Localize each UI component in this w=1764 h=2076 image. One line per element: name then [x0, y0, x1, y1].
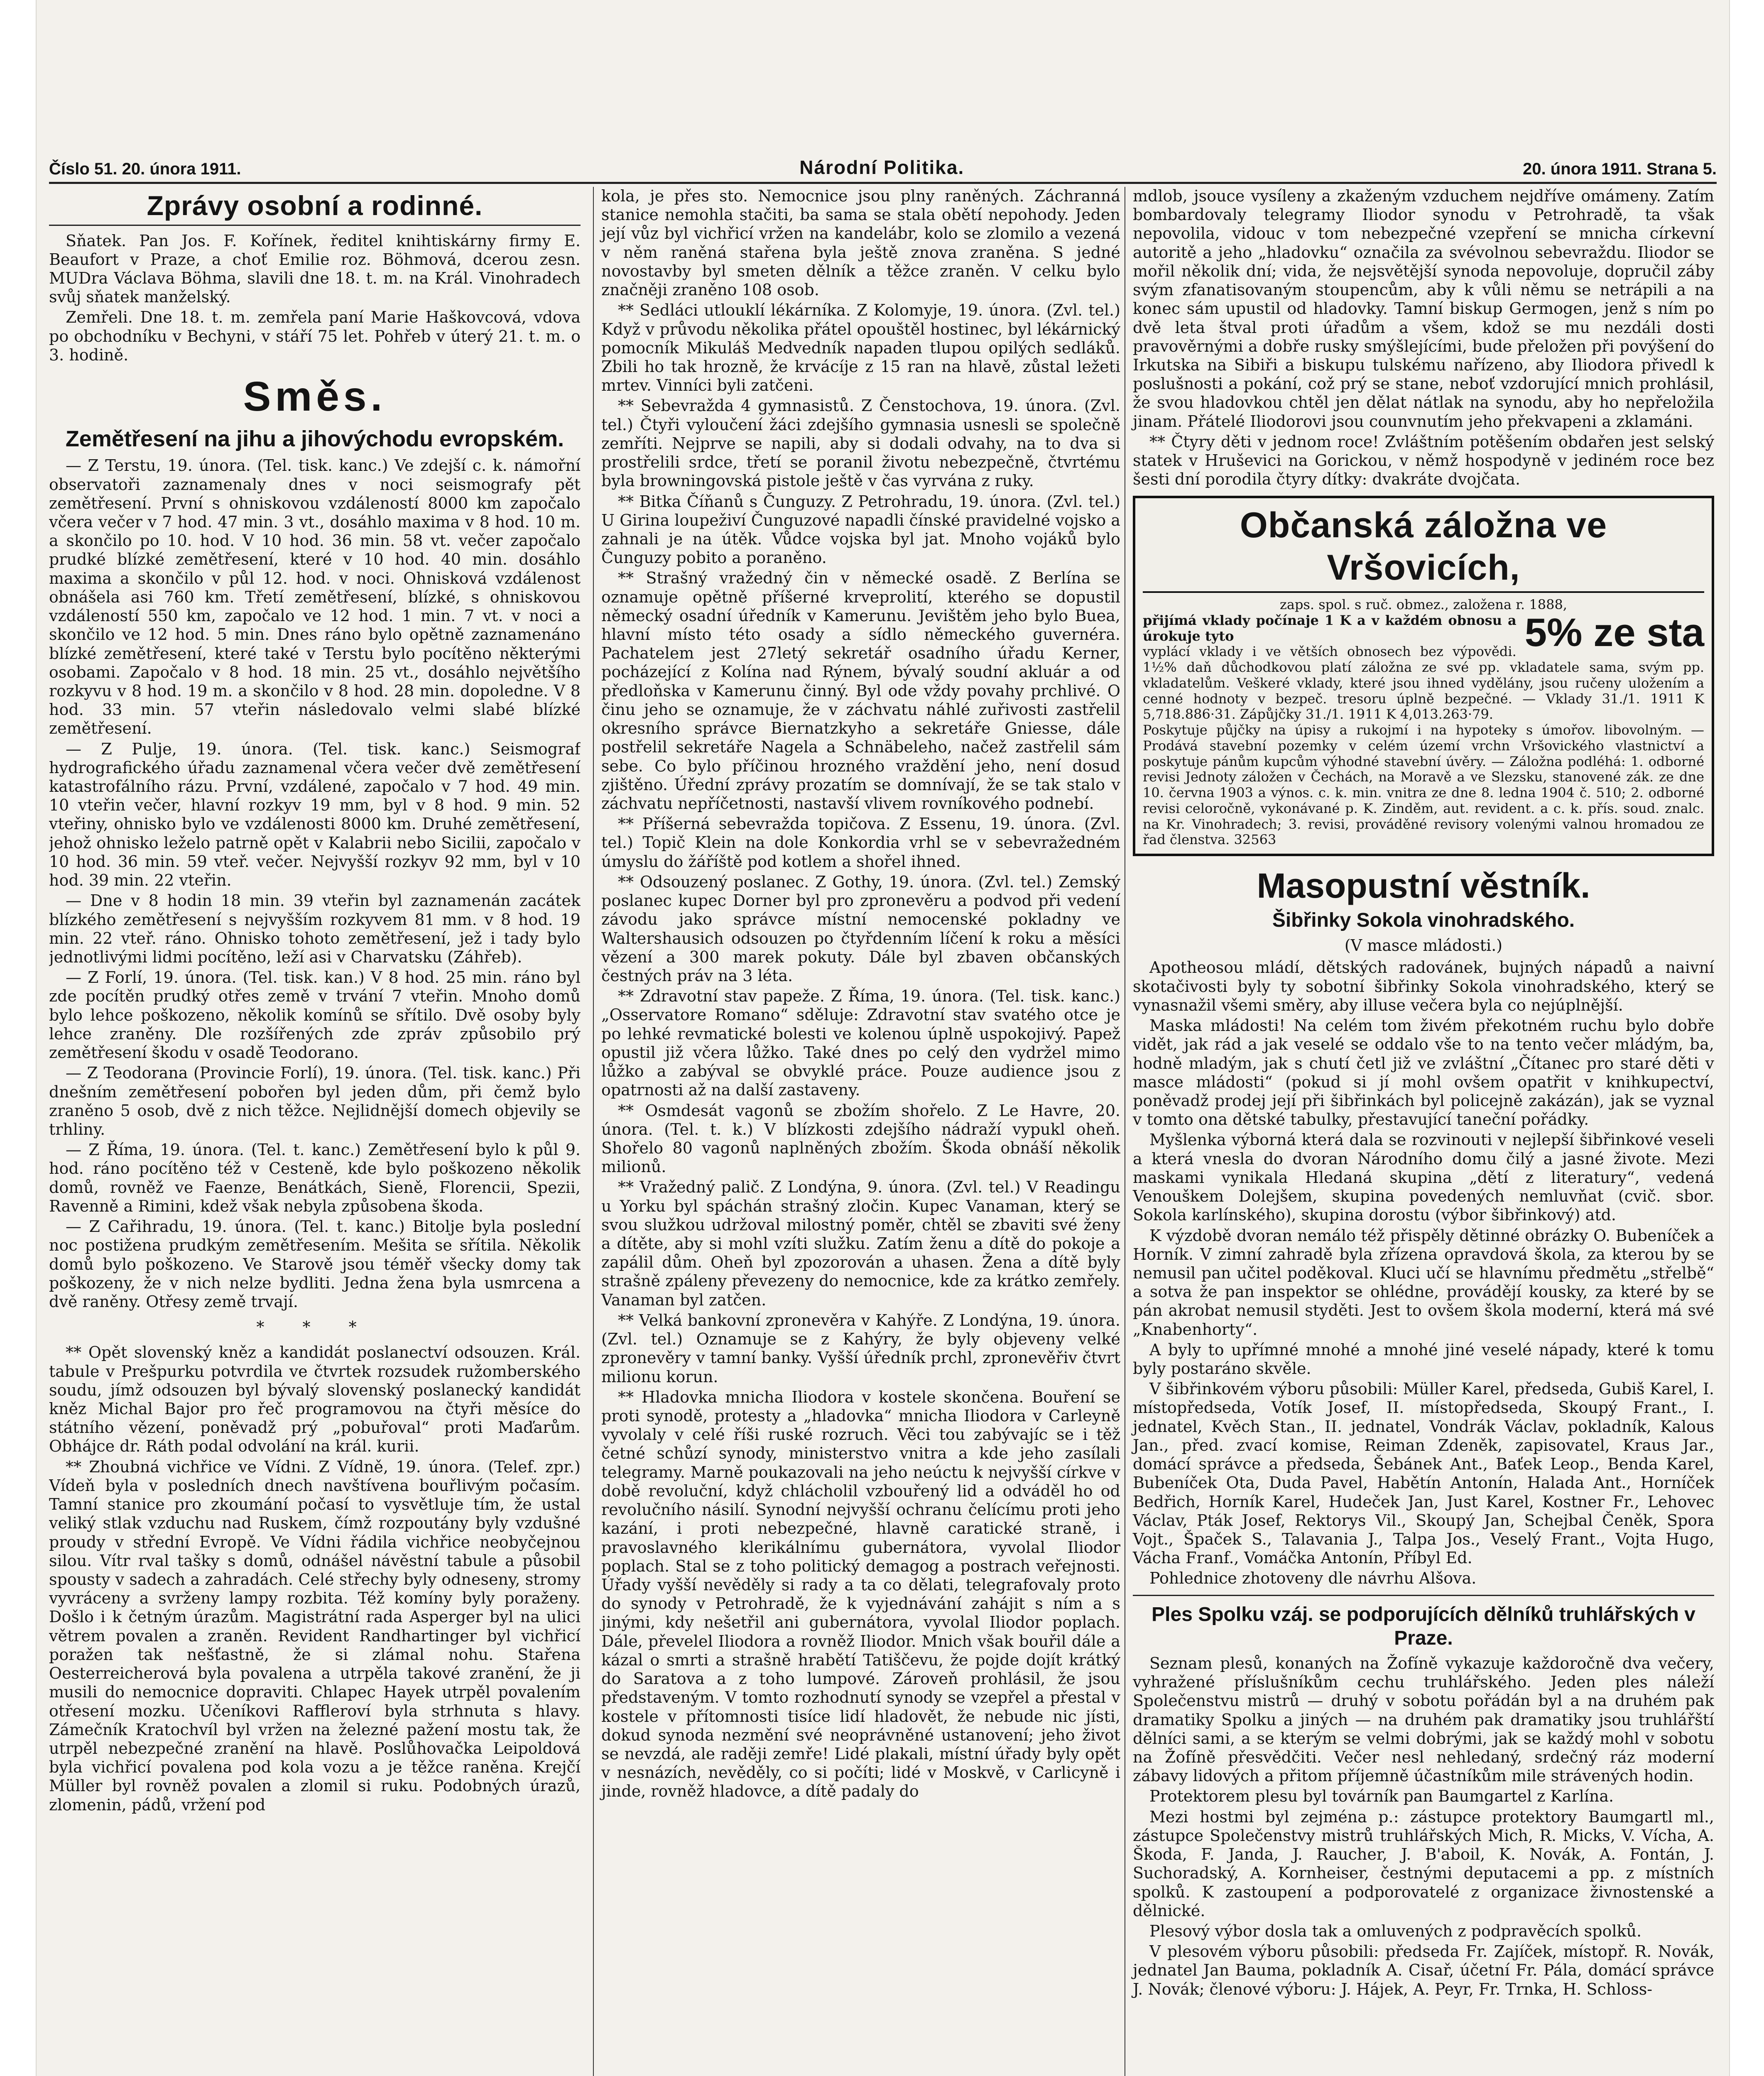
- article-paragraph: ** Osmdesát vagonů se zbožím shořelo. Z Le Havre, 20. února. (Tel. t. k.) V blízkosti zdejšího nádraží vypukl oheň. Shořelo 80 vagonů naplněných zbožím. Škoda obnáší několik milionů.: [601, 1101, 1120, 1176]
- article-paragraph: A byly to upřímné mnohé a mnohé jiné veselé nápady, které k tomu byly postaráno skvěle.: [1133, 1340, 1714, 1378]
- article-subtitle: (V masce mládosti.): [1344, 936, 1503, 955]
- article-title-ball: Ples Spolku vzáj. se podporujících dělníků truhlářských v Praze.: [1152, 1603, 1695, 1649]
- article-paragraph: ** Příšerná sebevražda topičova. Z Essenu, 19. února. (Zvl. tel.) Topič Klein na dole Konkordia vrhl se v sebevražedném úmyslu do žáříště pod kotlem a shořel ihned.: [601, 815, 1120, 871]
- section-divider-stars: * * *: [256, 1318, 373, 1337]
- column-3: [1125, 187, 1714, 2076]
- article-paragraph: kola, je přes sto. Nemocnice jsou plny raněných. Záchranná stanice nemohla stačiti, ba sama se stala obětí nepohody. Jeden její vůz byl vichřicí vržen na kandelábr, kolo se zlomilo a vezená v něm raněná stařena byla ještě znova zraněna. S jedné novostavby byl smeten dělník a těžce zraněn. V celku bylo značněji zraněno 108 osob.: [601, 187, 1120, 299]
- article-paragraph: ** Vražedný palič. Z Londýna, 9. února. (Zvl. tel.) V Readingu u Yorku byl spáchán strašný zločin. Kupec Vanaman, který se svou služkou udržoval milostný poměr, chtěl se zbaviti své ženy a dítěte, aby si mohl vzíti služku. Zatím ženu a dítě do pokoje a zapálil dům. Oheň byl zpozorován a uhasen. Žena a dítě byly strašně zpáleny převezeny do nemocnice, kde za krátko zemřely. Vanaman byl zatčen.: [601, 1178, 1120, 1309]
- masthead-title: Národní Politika.: [799, 157, 965, 178]
- article-paragraph: ** Sedláci utlouklí lékárníka. Z Kolomyje, 19. února. (Zvl. tel.) Když v průvodu několika přátel opouštěl hostinec, byl lékárnický pomocník Mikuláš Medvedník napaden tlupou opilých sedláků. Zbili ho tak hrozně, že krvácíje z 15 ran na hlavě, zůstal ležeti mrtev. Vinníci byli zatčeni.: [601, 301, 1120, 395]
- article-paragraph: ** Čtyry děti v jednom roce! Zvláštním potěšením obdařen jest selský statek v Hruševici na Gorickou, v němž hospodyně v jediném roce bez šesti dní porodila čtyry dítky: dvakráte dvojčata.: [1133, 432, 1714, 489]
- ad-line: Poskytuje půjčky na úpisy a rukojmí i na hypoteky s úmořov. libovolným. — Prodává stavební pozemky v celém území vrchn Vršovického vlastnictví a poskytuje pánům kupcům výhodné stavební úvěry. — Záložna podléhá: 1. odborné revisi Jednoty záložen v Čechách, na Moravě a ve Slezsku, stanovené zák. ze dne 10. června 1903 a výnos. c. k. min. vnitra ze dne 8. ledna 1904 č. 510; 2. odborné revisi celoročně, vykonávané p. K. Zinděm, aut. revident. a c. k. přís. soud. znalc. na Kr. Vinohradech; 3. revisi, prováděné revisory volenými valnou hromadou ze řad členstva. 32563: [1143, 722, 1704, 848]
- article-paragraph: Pohlednice zhotoveny dle návrhu Alšova.: [1149, 1569, 1477, 1588]
- page-header: [49, 149, 1717, 184]
- article-paragraph: V plesovém výboru působili: předseda Fr. Zajíček, místopř. R. Novák, jednatel Jan Bauma, pokladník A. Cisař, účetní Fr. Pála, domácí správce J. Novák; členové výboru: J. Hájek, A. Peyr, Fr. Trnka, H. Schloss-: [1133, 1942, 1714, 1998]
- article-paragraph: ** Bitka Číňanů s Čunguzy. Z Petrohradu, 19. února. (Zvl. tel.) U Girina loupeživí Čunguzové napadli čínské pravidelné vojsko a zahnali je na útěk. Vůdce vojska byl jat. Mnoho vojáků bylo Čunguzy pobito a poraněno.: [601, 492, 1120, 567]
- article-paragraph: — Z Říma, 19. února. (Tel. t. kanc.) Zemětřesení bylo k půl 9. hod. ráno pocítěno též v Cesteně, kde bylo poškozeno několik domů, rovněž ve Faenze, Benátkách, Sieně, Florencii, Spezii, Ravenně a Rimini, kdež však nebyla způsobena škoda.: [49, 1141, 581, 1215]
- article-paragraph: ** Hladovka mnicha Iliodora v kostele skončena. Bouření se proti synodě, protesty a „hladovka“ mnicha Iliodora v Carleyně vyvolaly v celé říši ruské rozruch. Věci tou zabývajíc se i těž četné schůzí synody, ministerstvo vnitra a kde jeho zasílali telegramy. Marně poukazovali na jeho neúctu k nejvyšší církve v době revoluční, když chlácholil vzbouřený lid a odváděl ho od revolučního násilí. Synodní nejvyšší ochranu čelícímu proti jeho kazání, i proti nebezpečné, hlavně caratické straně, i pravoslavného klerikálnímu gubernátora, vyvolal Iliodor poplach. Stal se z toho politický demagog a postrach veřejnosti. Úřady vyšší nevěděly si rady a ta co dělati, telegrafovaly proto do synody v Petrohradě, že k vyjednávání zahájit s ním a s jinými, kdy nešetřil ani gubernátora, vyvolal Iliodor poplach. Dále, převelel Iliodora a rovněž Iliodor. Mnich však bouřil dále a kázal o smrti a strašně hrabětí Tatiščevu, že pojde dojít krátký do Saratova a z toho lumpové. Zároveň prohlásil, že jsou představeným. V tomto rozhodnutí synody se vzepřel a přestal v kostele v přítomnosti tisíce lidí hladovět, že nebude nic jísti, dokud synoda nezmění své neoprávněné ustanovení; jeho život se nevzdá, ale raději zemře! Lidé plakali, místní úřady byly opět v nesnázích, nevěděly, co si počíti; lidé v Moskvě, v Carlicyně i jinde, rovněž hladovce, a dítě padaly do: [601, 1388, 1120, 1801]
- article-title-earthquake: Zemětřesení na jihu a jihovýchodu evropském.: [65, 426, 564, 452]
- article-paragraph: ** Strašný vražedný čin v německé osadě. Z Berlína se oznamuje opětně příšerné krveprolití, kterého se dopustil německý osadní úředník v Kamerunu. Jevištěm jeho bylo Buea, hlavní místo této osady a sídlo německého guvernéra. Pachatelem jest 27letý sekretář osadního úřadu Kerner, pocházející z Kolína nad Rýnem, bývalý soudní akluár a od předloňska v Kamerunu činný. Byl ode vždy povahy prchlivé. O činu jeho se oznamuje, že v záchvatu náhlé zuřivosti zastřelil okresního správce Biernatzkyho a sekretáře Gniesse, dále postřelil sekretáře Nagela a Schnäbeleho, načež zastřelil sám sebe. Co bylo příčinou hrozného vraždění jeho, není dosud zjištěno. Úřední zprávy prozatím se domnívají, že se tak stalo v záchvatu nepříčetnosti, nastavší vlivem rovníkového podnebí.: [601, 569, 1120, 813]
- ad-line: vyplácí vklady i ve větších obnosech bez výpovědi. 1½% daň důchodkovou platí záložna ze své pp. vkladatele sama, svým pp. vkladatelům. Veškeré vklady, které jsou ihned vydělány, jsou ručeny uložením a cenné hodnoty v bezpeč. tresoru úplně bezpečné. — Vklady 31./1. 1911 K 5,718.886·31. Zápůjčky 31./1. 1911 K 4,013.263·79.: [1143, 644, 1704, 722]
- column-2: [593, 187, 1120, 2076]
- article-paragraph: Myšlenka výborná která dala se rozvinouti v nejlepší šibřinkové veseli a která vnesla do dvoran Národního domu čilý a jasné živote. Mezi maskami vynikala Hledaná skupina „dětí z literatury“, vedená Venouškem Dolejšem, skupina povedených nemluvňat (cvič. sbor. Sokola karlínského), skupina dorostu (výbor šibřinkový) atd.: [1133, 1131, 1714, 1224]
- article-paragraph: Maska mládosti! Na celém tom živém překotném ruchu bylo dobře vidět, jak rád a jak veselé se oddalo vše to na tento večer mládým, ba, hodně mladým, jak s chutí četl již ve zvláštní „Čítanec pro staré děti v masce mládosti“ (pokud si jí mohl ovšem opatřit v knihkupectví, poněvadž prodej její při šibřinkách byl policejně zakázán), jak se vyznal v tomto ona dětské tabulky, přestavující taneční pořádky.: [1133, 1016, 1714, 1129]
- ad-interest-rate: 5% ze sta: [1524, 610, 1704, 655]
- article-paragraph: ** Opět slovenský kněz a kandidát poslanectví odsouzen. Král. tabule v Prešpurku potvrdila ve čtvrtek rozsudek ružomberského soudu, jímž odsouzen byl bývalý slovenský poslanecký kandidát kněz Michal Bajor pro řeč programovou na čtyři měsíce do státního vězení, poněvadž prý „pobuřoval“ proti Maďarům. Obhájce dr. Ráth podal odvolání na král. kurii.: [49, 1343, 581, 1456]
- article-paragraph: ** Odsouzený poslanec. Z Gothy, 19. února. (Zvl. tel.) Zemský poslanec kupec Dorner byl pro zpronevěru a podvod při vedení závodu jako správce místní nemocenské pokladny ve Waltershausich odsouzen po čtyřdenním líčení k roku a měsíci vězení a 300 marek pokuty. Dále byl zbaven občanských čestných práv na 3 léta.: [601, 872, 1120, 985]
- article-paragraph: ** Zdravotní stav papeže. Z Říma, 19. února. (Tel. tisk. kanc.) „Osservatore Romano“ sděluje: Zdravotní stav svatého otce je po lehké revmatické bolesti ve kolenou úplně uspokojivý. Papež opustil již včera lůžko. Také dnes po celý den vydržel mimo lůžko a zabýval se obvyklé práce. Pouze audience jsou z opatrnosti až na další zastaveny.: [601, 987, 1120, 1099]
- article-paragraph: Seznam plesů, konaných na Žofíně vykazuje každoročně dva večery, vyhražené příslušníkům cechu truhlářského. Jeden ples náleží Společenstvu mistrů — druhý v sobotu pořádán byl a na druhém pak dramatiky Spolku a jiných — na druhém pak dramatiky jsou truhlářští dělníci sami, a se kterým se velmi dobrými, jak se každý mohl v sobotu na Žofíně přesvědčiti. Večer nesl nehledaný, srdečný ráz moderní zábavy lidových a přitom příjemně účastníkům mile strávených hodin.: [1133, 1654, 1714, 1785]
- ad-line: zaps. spol. s ruč. obmez., založena r. 1888,: [1280, 597, 1567, 613]
- section-title-smes: Směs.: [243, 373, 387, 420]
- article-paragraph: ** Velká bankovní zpronevěra v Kahýře. Z Londýna, 19. února. (Zvl. tel.) Oznamuje se z Kahýry, že byly objeveny velké zpronevěry v tamní banky. Vyšší úředník prchl, zpronevěřiv čtvrt milionu korun.: [601, 1311, 1120, 1386]
- article-paragraph: Sňatek. Pan Jos. F. Kořínek, ředitel knihtiskárny firmy E. Beaufort v Praze, a choť Emilie roz. Böhmová, dcerou zesn. MUDra Václava Böhma, slavili dne 18. t. m. na Král. Vinohradech svůj sňatek manželský.: [49, 231, 581, 306]
- article-paragraph: K výzdobě dvoran nemálo též přispěly dětinné obrázky O. Bubeníček a Horník. V zimní zahradě byla zřízena opravdová škola, za kterou by se nemusil pan učitel poděkoval. Kluci učí se hlavnímu předmětu „střelbě“ a sotva že pan inspektor se ohlédne, provádějí kousky, za které by se pán akrobat nemusil styděti. Jest to ovšem škola moderní, která má své „Knabenhorty“.: [1133, 1226, 1714, 1339]
- bank-advertisement: [1133, 496, 1714, 857]
- section-title-carnival: Masopustní věstník.: [1257, 866, 1590, 906]
- article-paragraph: ** Sebevražda 4 gymnasistů. Z Čenstochova, 19. února. (Zvl. tel.) Čtyři vyloučení žáci zdejšího gymnasia usnesli se společně zemříti. Nejprve se napili, aby si dodali odvahy, na to dva si prostřelili srdce, třetí se poranil životu nebezpečně, čtvrtému byla browningovská pistole ještě v čas vyrvána z ruky.: [601, 397, 1120, 490]
- article-paragraph: — Z Teodorana (Provincie Forlí), 19. února. (Tel. tisk. kanc.) Při dnešním zemětřesení pobořen byl jeden dům, při čemž bylo zraněno 5 osob, dvě z nich těžce. Nejlidnější domech objevily se trhliny.: [49, 1064, 581, 1138]
- article-paragraph: — Z Forlí, 19. února. (Tel. tisk. kan.) V 8 hod. 25 min. ráno byl zde pocítěn prudký otřes země v trvání 7 vteřin. Mnoho domů bylo lehce poškozeno, několik komínů se sřítilo. Dvě osoby byly lehce zraněny. Dle rozšířených zde zpráv způsobilo prý zemětřesení škodu v osadě Teodorano.: [49, 968, 581, 1062]
- article-paragraph: Mezi hostmi byl zejména p.: zástupce protektory Baumgartl ml., zástupce Společenstvy mistrů truhlářských Mich, R. Micks, V. Vícha, A. Škoda, F. Janda, J. Raucher, J. B'aboil, K. Novák, A. Fontán, J. Suchoradský, A. Kornheiser, čestnými deputacemi a pp. z místních spolků. K zastoupení a podporovatelé z organizace živnostenské a dělnické.: [1133, 1807, 1714, 1920]
- article-paragraph: — Z Cařihradu, 19. února. (Tel. t. kanc.) Bitolje byla poslední noc postižena prudkým zemětřesením. Mešita se sřítila. Několik domů bylo poškozeno. Ve Starově jsou téměř všecky domy tak poškozeny, že v nich nelze bydliti. Jedna žena byla usmrcena a dvě raněny. Otřesy země trvají.: [49, 1217, 581, 1311]
- article-paragraph: ** Zhoubná vichřice ve Vídni. Z Vídně, 19. února. (Telef. zpr.) Vídeň byla v posledních dnech navštívena bouřlivým počasím. Tamní stanice pro zkoumání počasí to vysvětluje tím, že ustal veliký stlak vzduchu nad Ruskem, čímž rozpoutány byly vzdušné proudy v střední Evropě. Ve Vídni řádila vichřice neobyčejnou silou. Vítr rval tašky s domů, odnášel návěstní tabule a působil spousty v sadech a zahradách. Celé střechy byly odneseny, stromy vyvráceny a svrženy lampy rozbita. Též komíny byly poraženy. Došlo i k četným úrazům. Magistrátní rada Asperger byl na ulici větrem povalen a zraněn. Revident Randhartinger byl vichřicí poražen tak nešťastně, že si zlámal nohu. Stařena Oesterreicherová byla povalena a utrpěla takové zranění, že ji musili do nemocnice dopraviti. Chlapec Hayek utrpěl povalením otřesení mozku. Učeníkovi Raffleroví byla strhnuta s hlavy. Zámečník Kratochvíl byl vržen na železné pažení mostu tak, že utrpěl nebezpečné zranění na hlavě. Poslůhovačka Leipoldová byla vichřicí povalena pod kola vozu a je těžce raněna. Krejčí Müller byl rovněž povalen a zlomil si ruku. Podobných úrazů, zlomenin, pádů, vržení pod: [49, 1457, 581, 1814]
- article-title-sibrinky: Šibřinky Sokola vinohradského.: [1272, 909, 1575, 932]
- article-paragraph: V šibřinkovém výboru působili: Müller Karel, předseda, Gubiš Karel, I. místopředseda, Votík Josef, II. místopředseda, Skoupý Frant., I. jednatel, Kvěch Stan., II. jednatel, Vondrák Václav, pokladník, Kalous Jan., před. zvací komise, Reiman Zdeněk, zapisovatel, Kraus Jar., domácí správce a předseda, Šebánek Ant., Baťek Leop., Benda Karel, Bubeníček Ota, Duda Pavel, Habětín Antonín, Halada Ant., Horníček Bedřich, Horník Karel, Hudeček Jan, Just Karel, Kostner Fr., Lehovec Václav, Pták Josef, Rektorys Vil., Skoupý Jan, Schejbal Čeněk, Spora Vojt., Špaček S., Talavania J., Talpa Jos., Veselý Frant., Vojta Hugo, Vácha Franf., Vomáčka Antonín, Příbyl Ed.: [1133, 1380, 1714, 1567]
- article-paragraph: Protektorem plesu byl továrník pan Baumgartel z Karlína.: [1149, 1787, 1614, 1806]
- article-paragraph: Plesový výbor dosla tak a omluvených z podpravěcích spolků.: [1149, 1922, 1642, 1940]
- article-paragraph: — Dne v 8 hodin 18 min. 39 vteřin byl zaznamenán zacátek blízkého zemětřesení s nejvyšším rozkyvem 81 mm. v 8 hod. 19 min. 22 vteř. ráno. Ohnisko tohoto zemětřesení, jež i tady bylo jednotlivými lidmi pocítěno, leží asi v Charvatsku (Záhřeb).: [49, 891, 581, 966]
- article-paragraph: Apotheosou mládí, dětských radovánek, bujných nápadů a naivní skotačivosti byly ty sobotní šibřinky Sokola vinohradského, který se vynasnažil všemi směry, aby illuse večera byla co nejúplnější.: [1133, 958, 1714, 1014]
- ad-line: přijímá vklady počínaje 1 K a v každém obnosu a úrokuje tyto: [1143, 612, 1517, 644]
- section-divider: [1133, 1595, 1714, 1596]
- article-paragraph: Zemřeli. Dne 18. t. m. zemřela paní Marie Haškovcová, vdova po obchodníku v Bechyni, v stáří 75 let. Pohřeb v úterý 21. t. m. o 3. hodině.: [49, 308, 581, 364]
- column-1: [49, 187, 581, 2076]
- page-date: 20. února 1911. Strana 5.: [1523, 160, 1717, 178]
- ad-title: Občanská záložna ve Vršovicích,: [1143, 504, 1704, 593]
- article-paragraph: mdlob, jsouce vysíleny a zkaženým vzduchem nejdříve omámeny. Zatím bombardovaly telegramy Iliodor synodu v Petrohradě, ta však nepovolila, vidouc v tom nebezpečné vzepření se mnicha církevní autoritě a jeho „hladovku“ označila za svévolnou sebevraždu. Iliodor se mořil několik dní; vida, že nejsvětější synoda nepovoluje, dopručil záby svým zfanatisovaným stoupencům, aby k vůli němu se netrápili a na konec sám upustil od hladovky. Tamní biskup Germogen, jenž s ním po dvě leta štval proti úřadům a všem, kdož se mu nezdáli dosti pravověrnými a dobře rusky smýšlejícími, bude přeložen při povýšení do Irkutska na Sibiři a biskupu tulskému nařízeno, aby Iliodora přivedl k poslušnosti a pokání, což prý se stane, neboť vzdorující mnich prohlásil, že svou hladovkou chtěl jen dělat nátlak na synodu, aby ho nepřeložila jinam. Přátelé Iliodorovi jsou counvnutím jeho překvapeni a zklamáni.: [1133, 187, 1714, 431]
- issue-number: Číslo 51. 20. února 1911.: [49, 160, 241, 178]
- article-paragraph: — Z Pulje, 19. února. (Tel. tisk. kanc.) Seismograf hydrografického úřadu zaznamenal včera večer dvě zemětřesení katastrofálního rázu. První, vzdálené, započalo v 7 hod. 49 min. 10 vteřin večer, hlavní rozkyv 19 mm, byl v 8 hod. 9 min. 52 vteřiny, ohnisko bylo ve vzdálenosti 8000 km. Druhé zemětřesení, jehož ohnisko leželo patrně opět v Kalabrii nebo Sicilii, započalo v 10 hod. 36 min. 59 vteř. večer. Nejvyšší rozkyv 92 mm, byl v 10 hod. 39 min. 22 vteřin.: [49, 739, 581, 890]
- section-title-personal: Zprávy osobní a rodinné.: [49, 189, 581, 226]
- newspaper-page: [36, 0, 1730, 2076]
- article-paragraph: — Z Terstu, 19. února. (Tel. tisk. kanc.) Ve zdejší c. k. námořní observatoři zaznamenaly dnes v noci seismografy pět zemětřesení. První s ohniskovou vzdáleností 8000 km započalo včera večer v 7 hod. 47 min. 3 vt., dosáhlo maxima v 8 hod. 10 m. a skončilo po 10. hod. V 10 hod. 36 min. 58 vt. večer započalo prudké blízké zemětřesení, které v 10 hod. 40 min. dosáhlo maxima a skončilo v půl 12. hod. v noci. Ohnisková vzdálenost obnášela asi 760 km. Třetí zemětřesení, blízké, s ohniskovou vzdáleností 550 km, započalo ve 12 hod. 1 min. 7 vt. v noci a skončilo ve 12 hod. 5 min. Dnes ráno bylo opětně zaznamenáno blízké zemětřesení, které také v Terstu bylo pocítěno některými osobami. Započalo v 8 hod. 18 min. 25 vt., dosáhlo největšího rozkyvu v 8 hod. 19 m. a skončilo v 8 hod. 28 min. dopoledne. V 8 hod. 33 min. 57 vteřin následovalo velmi slabé blízké zemětřesení.: [49, 456, 581, 738]
